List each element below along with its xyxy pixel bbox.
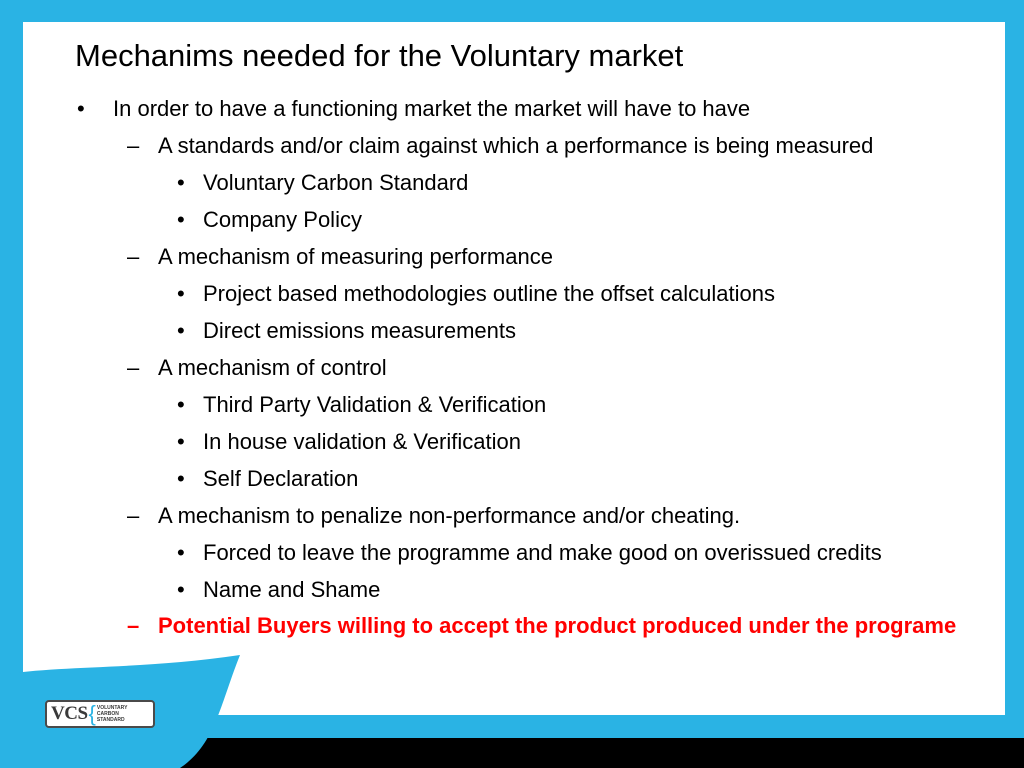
bullet-text: A mechanism of measuring performance xyxy=(158,244,553,269)
bullet-item-level-3 xyxy=(0,275,1024,312)
bullet-text: Third Party Validation & Verification xyxy=(203,392,547,417)
bullet-text: Forced to leave the programme and make good on overissued credits xyxy=(203,540,882,565)
vcs-logo xyxy=(45,700,155,728)
bullet-dot-icon: • xyxy=(177,281,185,306)
bullet-dash-icon: – xyxy=(127,503,140,528)
bullet-dot-icon: • xyxy=(177,577,185,602)
bullet-item-level-3 xyxy=(0,164,1024,201)
bullet-dash-icon: – xyxy=(127,133,140,158)
bullet-text: Voluntary Carbon Standard xyxy=(203,170,469,195)
bullet-text: A mechanism of control xyxy=(158,355,387,380)
bullet-item-level-2 xyxy=(0,608,1024,641)
bullet-text: A standards and/or claim against which a performance is being measured xyxy=(158,133,874,158)
bullet-text: Project based methodologies outline the offset calculations xyxy=(203,281,775,306)
bullet-item-level-2 xyxy=(0,349,1024,386)
bullet-dot-icon: • xyxy=(177,540,185,565)
bullet-text: In order to have a functioning market the market will have to have xyxy=(113,96,751,121)
bullet-item-level-1 xyxy=(0,91,1024,127)
bullet-dash-icon: – xyxy=(127,244,140,269)
bullet-item-level-3 xyxy=(0,201,1024,238)
bullet-text: Self Declaration xyxy=(203,466,359,491)
bullet-item-level-3 xyxy=(0,423,1024,460)
bullet-dot-icon: • xyxy=(177,170,185,195)
logo-subtitle-line: CARBON xyxy=(96,711,119,717)
bullet-item-level-3 xyxy=(0,460,1024,497)
bullet-text: Company Policy xyxy=(203,207,362,232)
bullet-text: Name and Shame xyxy=(203,577,381,602)
logo-subtitle-line: STANDARD xyxy=(96,717,125,723)
logo-subtitle xyxy=(97,705,128,723)
bullet-dot-icon: • xyxy=(177,392,185,417)
bullet-text: A mechanism to penalize non-performance and/or cheating. xyxy=(158,503,741,528)
bullet-text: Direct emissions measurements xyxy=(203,318,516,343)
bullet-text: In house validation & Verification xyxy=(203,429,521,454)
bullet-item-level-2 xyxy=(0,127,1024,164)
logo-subtitle-line: VOLUNTARY xyxy=(96,705,128,711)
logo-wordmark: VCS xyxy=(51,703,88,724)
bullet-item-level-3 xyxy=(0,534,1024,571)
bullet-dash-icon: – xyxy=(127,355,140,380)
bullet-item-level-2 xyxy=(0,497,1024,534)
slide-title: Mechanims needed for the Voluntary market xyxy=(75,38,684,73)
bullet-dot-icon: • xyxy=(177,207,185,232)
bullet-text: Potential Buyers willing to accept the product produced under the programe xyxy=(158,613,957,638)
bullet-dash-icon: – xyxy=(127,613,140,638)
bullet-item-level-3 xyxy=(0,571,1024,608)
bullet-dot-icon: • xyxy=(177,466,185,491)
bullet-item-level-3 xyxy=(0,312,1024,349)
bullet-dot-icon: • xyxy=(177,429,185,454)
bullet-list xyxy=(0,91,1024,641)
bullet-item-level-2 xyxy=(0,238,1024,275)
bullet-item-level-3 xyxy=(0,386,1024,423)
bullet-dot-icon: • xyxy=(77,96,85,121)
logo-brace: { xyxy=(88,701,96,726)
bullet-dot-icon: • xyxy=(177,318,185,343)
